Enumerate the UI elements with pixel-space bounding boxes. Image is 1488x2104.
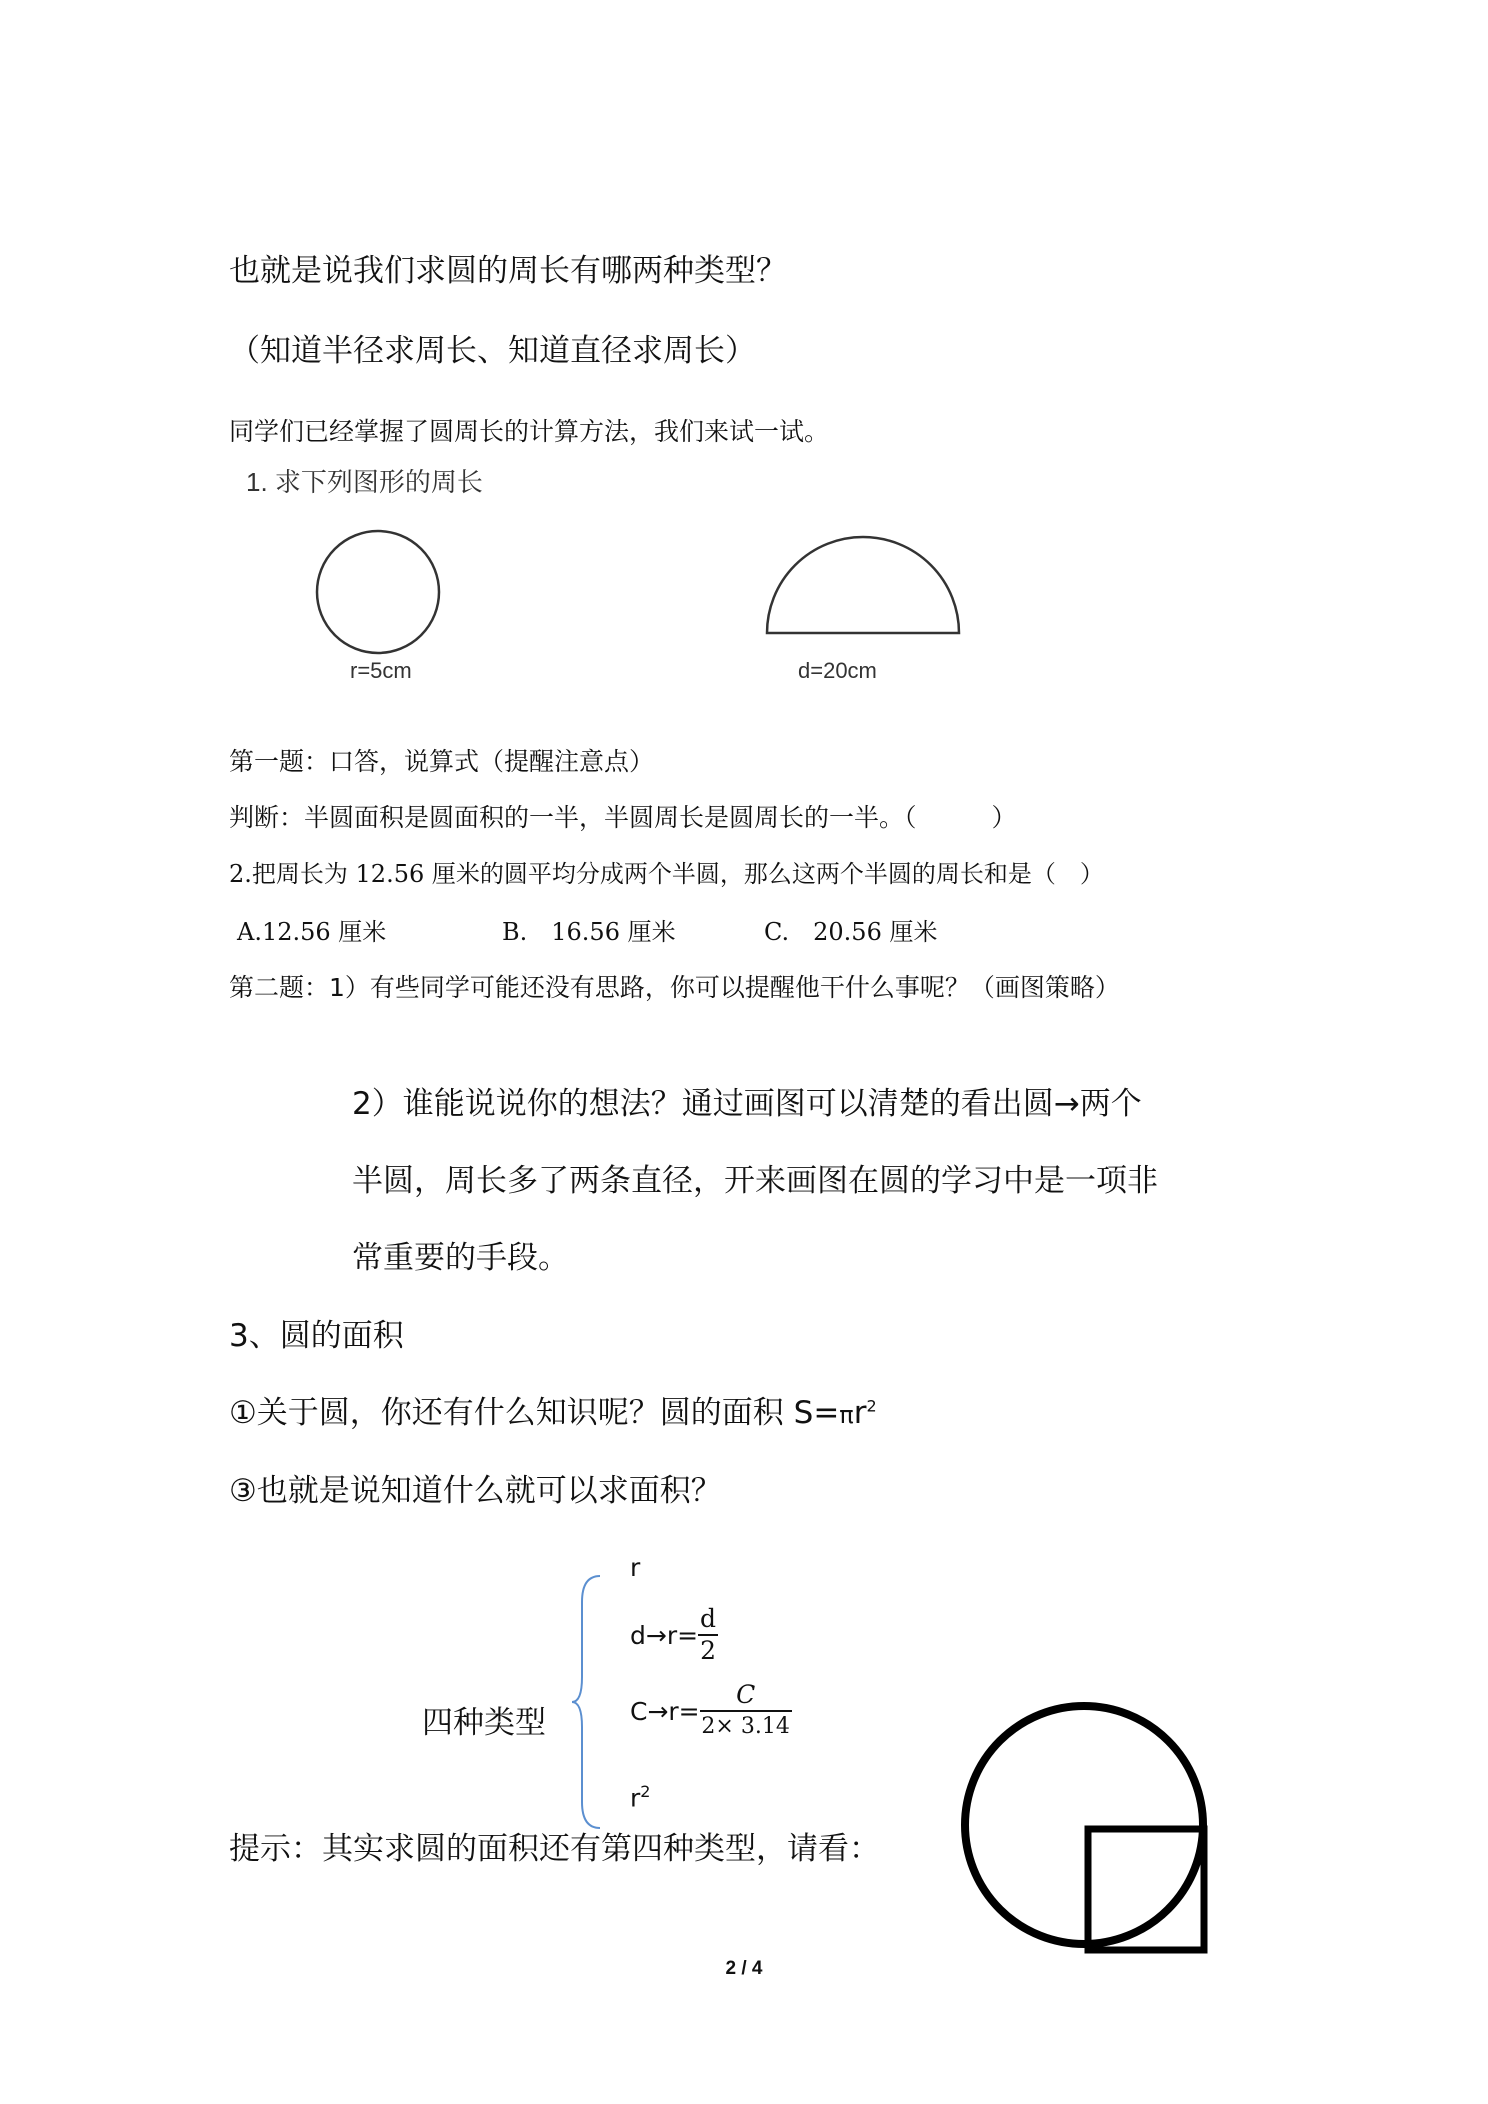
intro-text: 同学们已经掌握了圆周长的计算方法，我们来试一试。 [229,417,830,446]
type-radius-squared-sup: 2 [640,1782,651,1801]
area-formula-line [229,1387,877,1432]
choice-c: C. 20.56 厘米 [764,918,938,946]
choice-b: B. 16.56 厘米 [502,918,676,946]
choice-a: A.12.56 厘米 [237,918,387,946]
area-formula-text: ①关于圆，你还有什么知识呢？圆的面积 S= [229,1395,840,1431]
type-circumference-denominator: 2× 3.14 [701,1714,790,1739]
question-know-what: ③也就是说知道什么就可以求面积？ [229,1473,722,1509]
second-question: 第二题：1）有些同学可能还没有思路，你可以提醒他干什么事呢？（画图策略） [229,973,1120,1002]
circle-label: r=5cm [350,658,412,683]
brace-icon [568,1572,608,1832]
type-circumference-numerator: C [700,1680,792,1712]
question-types-answer: （知道半径求周长、知道直径求周长） [229,333,756,369]
question-types: 也就是说我们求圆的周长有哪两种类型？ [229,253,787,289]
type-radius-squared [630,1782,650,1812]
paragraph-line-2: 半圆，周长多了两条直径，开来画图在圆的学习中是一项非 [352,1163,1158,1199]
hint-text: 提示：其实求圆的面积还有第四种类型，请看： [229,1831,880,1867]
type-diameter-fraction [698,1604,718,1666]
paragraph-line-1: 2）谁能说说你的想法？通过画图可以清楚的看出圆→两个 [352,1086,1142,1122]
type-diameter [630,1604,718,1666]
semicircle-figure [767,537,959,633]
paragraph-line-3: 常重要的手段。 [352,1240,569,1276]
type-radius-squared-base: r [630,1783,641,1813]
radius-symbol: r [853,1395,867,1431]
type-diameter-prefix: d→r= [630,1620,699,1650]
circle-square-figure [960,1692,1222,1960]
section-area-heading: 3、圆的面积 [229,1318,404,1354]
circle-figure [317,531,439,653]
type-circumference-prefix: C→r= [630,1696,700,1726]
type-diameter-numerator: d [698,1604,718,1636]
four-types-label: 四种类型 [422,1705,546,1741]
type-circumference-fraction [700,1680,792,1742]
pi-symbol: π [839,1401,854,1429]
question-one: 第一题：口答，说算式（提醒注意点） [229,747,655,776]
page-number: 2 / 4 [725,1958,763,1979]
semicircle-label: d=20cm [798,658,877,683]
square-superscript: 2 [866,1396,877,1416]
exercise-title: 1. 求下列图形的周长 [246,467,483,497]
area-circle-shape [965,1706,1203,1944]
type-diameter-denominator: 2 [700,1636,716,1665]
judge-statement: 判断：半圆面积是圆面积的一半，半圆周长是圆周长的一半。（ ） [229,803,1017,832]
type-circumference [630,1680,792,1742]
question-two: 2.把周长为 12.56 厘米的圆平均分成两个半圆，那么这两个半圆的周长和是（ ） [229,860,1104,888]
type-radius: r [630,1553,641,1582]
